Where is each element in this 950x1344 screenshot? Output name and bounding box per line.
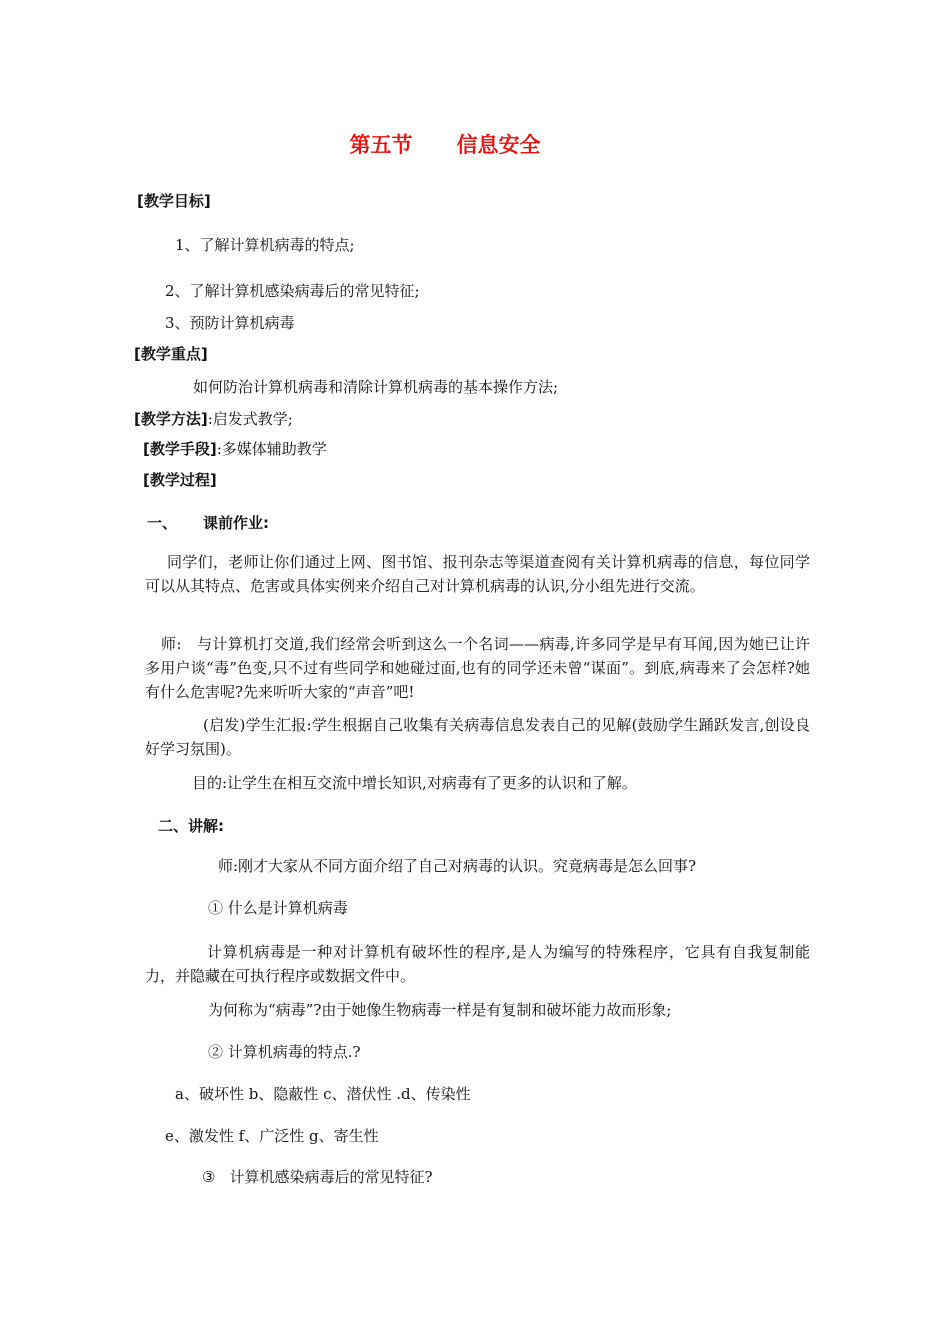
title-section-number: 第五节	[349, 133, 413, 157]
process-heading: [教学过程]	[143, 471, 217, 489]
means-heading: [教学手段]	[143, 440, 217, 458]
section2-heading: 二、讲解:	[158, 817, 224, 835]
subheading-infection-signs	[202, 1168, 433, 1187]
method-text: :启发式教学;	[207, 410, 293, 428]
virus-name-explanation: 为何称为“病毒”?由于她像生物病毒一样是有复制和破坏能力故而形象;	[208, 1001, 672, 1019]
subheading-number: ③	[202, 1168, 216, 1186]
virus-features-line-2: e、激发性 f、广泛性 g、寄生性	[165, 1127, 379, 1145]
section1-number: 一、	[147, 514, 178, 532]
section1-paragraph-4: 目的:让学生在相互交流中增长知识,对病毒有了更多的认识和了解。	[192, 774, 637, 792]
section1-heading	[147, 514, 269, 533]
method-line	[134, 410, 293, 429]
section1-paragraph-1: 同学们，老师让你们通过上网、图书馆、报刊杂志等渠道查阅有关计算机病毒的信息，每位同学可以从其特点、危害或具体实例来介绍自己对计算机病毒的认识,分小组先进行交流。	[145, 553, 810, 595]
virus-features-line-1: a、破坏性 b、隐蔽性 c、潜伏性 .d、传染性	[175, 1085, 471, 1103]
objective-item-3: 3、预防计算机病毒	[165, 314, 295, 332]
subheading-what-is-virus: ① 什么是计算机病毒	[208, 899, 348, 917]
subheading-text: 计算机感染病毒后的常见特征?	[229, 1168, 433, 1186]
focus-text: 如何防治计算机病毒和清除计算机病毒的基本操作方法;	[193, 378, 559, 396]
page-title	[0, 132, 890, 158]
method-heading: [教学方法]	[134, 410, 208, 428]
means-line	[143, 440, 327, 459]
means-text: :多媒体辅助教学	[216, 440, 327, 458]
section1-title: 课前作业:	[203, 514, 270, 532]
section2-paragraph-1: 师:刚才大家从不同方面介绍了自己对病毒的认识。究竟病毒是怎么回事?	[218, 857, 697, 875]
title-topic: 信息安全	[456, 133, 541, 157]
virus-definition: 计算机病毒是一种对计算机有破坏性的程序,是人为编写的特殊程序，它具有自我复制能力，并隐藏在可执行程序或数据文件中。	[145, 943, 810, 985]
section1-paragraph-2: 师: 与计算机打交道,我们经常会听到这么一个名词——病毒,许多同学是早有耳闻,因为她已让许多用户谈“毒”色变,只不过有些同学和她碰过面,也有的同学还未曾“谋面”。到底,病毒来了会怎样?她有什么危害呢?先来听听大家的“声音”吧!	[145, 635, 810, 701]
subheading-virus-features: ② 计算机病毒的特点.?	[208, 1043, 361, 1061]
objective-item-1: 1、了解计算机病毒的特点;	[175, 236, 355, 254]
objective-item-2: 2、了解计算机感染病毒后的常见特征;	[165, 282, 420, 300]
objectives-heading: [教学目标]	[137, 192, 211, 210]
focus-heading: [教学重点]	[134, 345, 208, 363]
section1-paragraph-3: (启发)学生汇报:学生根据自己收集有关病毒信息发表自己的见解(鼓励学生踊跃发言,创设良好学习氛围)。	[145, 716, 810, 758]
